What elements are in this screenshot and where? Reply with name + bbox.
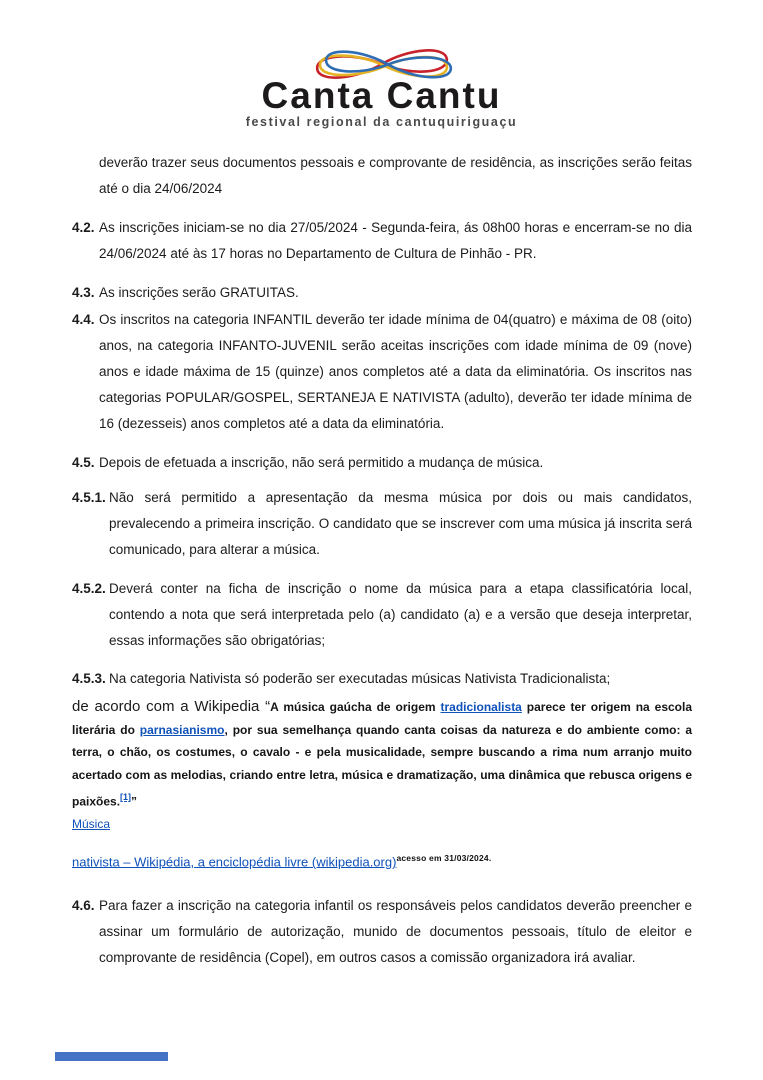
clause-number: 4.3. xyxy=(72,285,95,300)
clause-text: As inscrições serão GRATUITAS. xyxy=(99,285,299,300)
quote-segment-1: A música gaúcha de origem xyxy=(270,700,441,714)
clause-text: Os inscritos na categoria INFANTIL deverão ter idade mínima de 04(quatro) e máxima de 08 (oito) anos, na categoria INFANTO-JUVENIL serão aceitas inscrições com idade mínima de 09 (nove) anos e idade máxima de 15 (quinze) anos completos até a data da eliminatória. Os inscritos nas categorias POPULAR/GOSPEL, SERTANEJA E NATIVISTA (adulto), deverão ter idade mínima de 16 (dezesseis) anos completos até a data da eliminatória. xyxy=(99,312,692,431)
link-parnasianismo[interactable]: parnasianismo xyxy=(139,722,225,737)
paragraph-intro-text: deverão trazer seus documentos pessoais e comprovante de residência, as inscrições serão feitas até o dia 24/06/2024 xyxy=(99,155,692,196)
clause-text: Para fazer a inscrição na categoria infantil os responsáveis pelos candidatos deverão preencher e assinar um formulário de autorização, munido de documentos pessoais, título de eleitor e comprovante de residência (Copel), em outros casos a comissão organizadora irá avaliar. xyxy=(99,898,692,966)
wikipedia-reference-link[interactable]: nativista – Wikipédia, a enciclopédia livre (wikipedia.org) xyxy=(72,854,397,870)
link-tradicionalista[interactable]: tradicionalista xyxy=(440,700,522,714)
quote-segment-2: parece ter origem na escola literária do xyxy=(72,700,692,737)
clause-4-5-3 xyxy=(72,667,692,690)
clause-number: 4.5.1. xyxy=(72,490,106,505)
wikipedia-lead-text: de acordo com a Wikipedia “ xyxy=(72,698,271,715)
clause-4-5-2 xyxy=(72,576,692,654)
clause-4-5 xyxy=(72,450,692,476)
clause-text: Na categoria Nativista só poderão ser executadas músicas Nativista Tradicionalista; xyxy=(109,671,611,686)
document-body xyxy=(72,150,692,984)
logo xyxy=(0,38,763,129)
clause-text: Não será permitido a apresentação da mesma música por dois ou mais candidatos, prevalecendo a primeira inscrição. O candidato que se inscrever com uma música já inscrita será comunicado, para alterar a música. xyxy=(109,490,692,557)
closing-quote-mark: ” xyxy=(131,794,138,809)
clause-4-5-1 xyxy=(72,485,692,563)
paragraph-intro xyxy=(72,150,692,202)
clause-text: Deverá conter na ficha de inscrição o nome da música para a etapa classificatória local, contendo a nota que será interpretada pelo (a) candidato (a) e a versão que deseja interpretar, essas informações são obrigatórias; xyxy=(109,581,692,648)
clause-4-3 xyxy=(72,280,692,306)
footnote-marker xyxy=(120,791,131,803)
clause-4-4 xyxy=(72,307,692,437)
clause-4-6 xyxy=(72,893,692,971)
footnote-1-link[interactable]: [1] xyxy=(120,792,132,802)
clause-4-2 xyxy=(72,215,692,267)
access-date-note: acesso em 31/03/2024. xyxy=(396,853,492,863)
musica-link[interactable]: Música xyxy=(72,817,111,831)
quote-segment-3: , por sua semelhança quando canta coisas da natureza e do ambiente como: a terra, o chão, os costumes, o cavalo - e pela musicalidade, sempre buscando a rima num arranjo muito acertado com as melodias, criando entre letra, música e dramatização, uma dinâmica que rebusca origens e paixões. xyxy=(72,722,693,809)
clause-number: 4.4. xyxy=(72,312,95,327)
clause-number: 4.2. xyxy=(72,220,95,235)
clause-text: Depois de efetuada a inscrição, não será permitido a mudança de música. xyxy=(99,455,544,470)
clause-number: 4.5. xyxy=(72,455,95,470)
clause-number: 4.6. xyxy=(72,898,95,914)
logo-subtitle: festival regional da cantuquiriguaçu xyxy=(245,115,518,129)
clause-number: 4.5.2. xyxy=(72,581,106,596)
logo-title: Canta Cantu xyxy=(261,75,502,116)
clause-text: As inscrições iniciam-se no dia 27/05/2024 - Segunda-feira, ás 08h00 horas e encerram-se no dia 24/06/2024 até às 17 horas no Departamento de Cultura de Pinhão - PR. xyxy=(99,220,692,261)
musica-link-line xyxy=(72,813,692,835)
wikipedia-reference-line xyxy=(72,849,692,871)
bottom-accent-bar xyxy=(55,1052,168,1061)
wikipedia-quote-paragraph xyxy=(72,696,692,813)
clause-number: 4.5.3. xyxy=(72,671,106,686)
